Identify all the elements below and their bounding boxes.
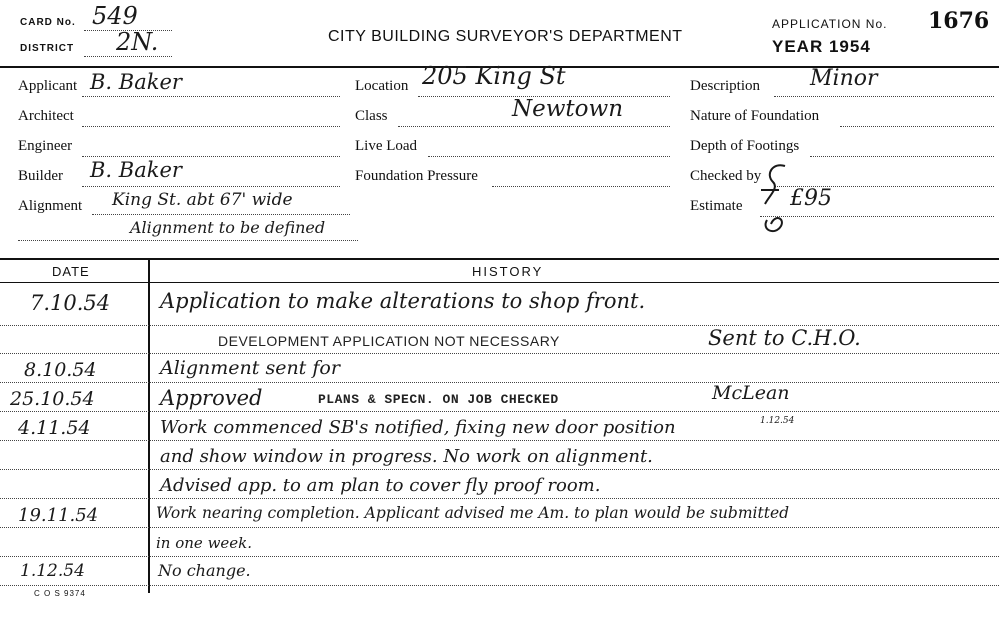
location-value-1: 205 King St [422,62,566,90]
builder-label: Builder [18,168,63,184]
date-column-divider [148,258,150,593]
row-line-7 [0,498,999,499]
card-no-value: 549 [92,2,138,30]
dev-application-stamp: DEVELOPMENT APPLICATION NOT NECESSARY [218,333,560,349]
row-line-4 [0,411,999,412]
history-entry: Approved [160,386,263,410]
history-entry: in one week. [156,534,253,552]
estimate-label: Estimate [690,198,743,214]
district-value: 2N. [116,28,159,56]
application-number: 1676 [928,8,990,34]
history-date: 8.10.54 [24,359,97,381]
estimate-value: £95 [790,186,832,211]
plans-checked-stamp: PLANS & SPECN. ON JOB CHECKED [318,392,559,407]
applicant-value: B. Baker [90,70,182,94]
district-label: DISTRICT [20,43,75,54]
history-header: HISTORY [472,264,544,279]
history-entry: No change. [158,561,251,580]
location-label: Location [355,78,409,94]
row-line-8 [0,527,999,528]
applicant-label: Applicant [18,78,78,94]
row-line-3 [0,382,999,383]
alignment-label: Alignment [18,198,83,214]
history-date: 25.10.54 [10,388,95,410]
initials-date: 1.12.54 [760,416,795,426]
alignment-value-2: Alignment to be defined [130,218,326,237]
description-line [774,96,994,97]
history-date: 19.11.54 [18,505,99,526]
history-entry: and show window in progress. No work on alignment. [160,446,653,467]
foundation-pressure-line [492,186,670,187]
row-line-2 [0,353,999,354]
builder-line [82,186,340,187]
depth-footings-line [810,156,994,157]
architect-label: Architect [18,108,74,124]
history-date: 7.10.54 [30,291,111,315]
description-label: Description [690,78,760,94]
checked-by-label: Checked by [690,168,762,184]
history-entry: Work commenced SB's notified, fixing new door position [160,417,676,438]
card-no-label: CARD No. [20,17,76,28]
class-line [398,126,670,127]
applicant-line [82,96,340,97]
history-date: 1.12.54 [20,561,85,581]
history-entry: Sent to C.H.O. [708,326,861,350]
application-label: APPLICATION No. [772,17,888,31]
printer-code: C O S 9374 [34,589,86,598]
description-value: Minor [810,66,878,91]
builder-value: B. Baker [90,158,182,182]
engineer-label: Engineer [18,138,73,154]
row-line-6 [0,469,999,470]
alignment-line-2 [18,240,358,241]
foundation-pressure-label: Foundation Pressure [355,168,478,184]
history-entry: Alignment sent for [160,357,340,379]
location-value-2: Newtown [512,96,624,122]
alignment-line-1 [92,214,350,215]
depth-footings-label: Depth of Footings [690,138,800,154]
inspector-initials: McLean [712,382,790,404]
checked-by-signature [755,160,795,240]
department-title: CITY BUILDING SURVEYOR'S DEPARTMENT [328,28,683,45]
history-entry: Application to make alterations to shop front. [160,289,646,313]
alignment-value-1: King St. abt 67' wide [112,190,293,210]
nature-foundation-label: Nature of Foundation [690,108,820,124]
live-load-line [428,156,670,157]
history-entry: Advised app. to am plan to cover fly proof room. [160,475,601,496]
estimate-line [760,216,994,217]
live-load-label: Live Load [355,138,418,154]
history-entry: Work nearing completion. Applicant advised me Am. to plan would be submitted [156,504,790,522]
engineer-line [82,156,340,157]
row-line-9 [0,556,999,557]
history-date: 4.11.54 [18,417,91,439]
class-label: Class [355,108,388,124]
district-line [84,56,172,57]
date-header: DATE [52,264,90,279]
nature-foundation-line [840,126,994,127]
row-line-5 [0,440,999,441]
year: YEAR 1954 [772,37,871,56]
architect-line [82,126,340,127]
row-line-10 [0,585,999,586]
